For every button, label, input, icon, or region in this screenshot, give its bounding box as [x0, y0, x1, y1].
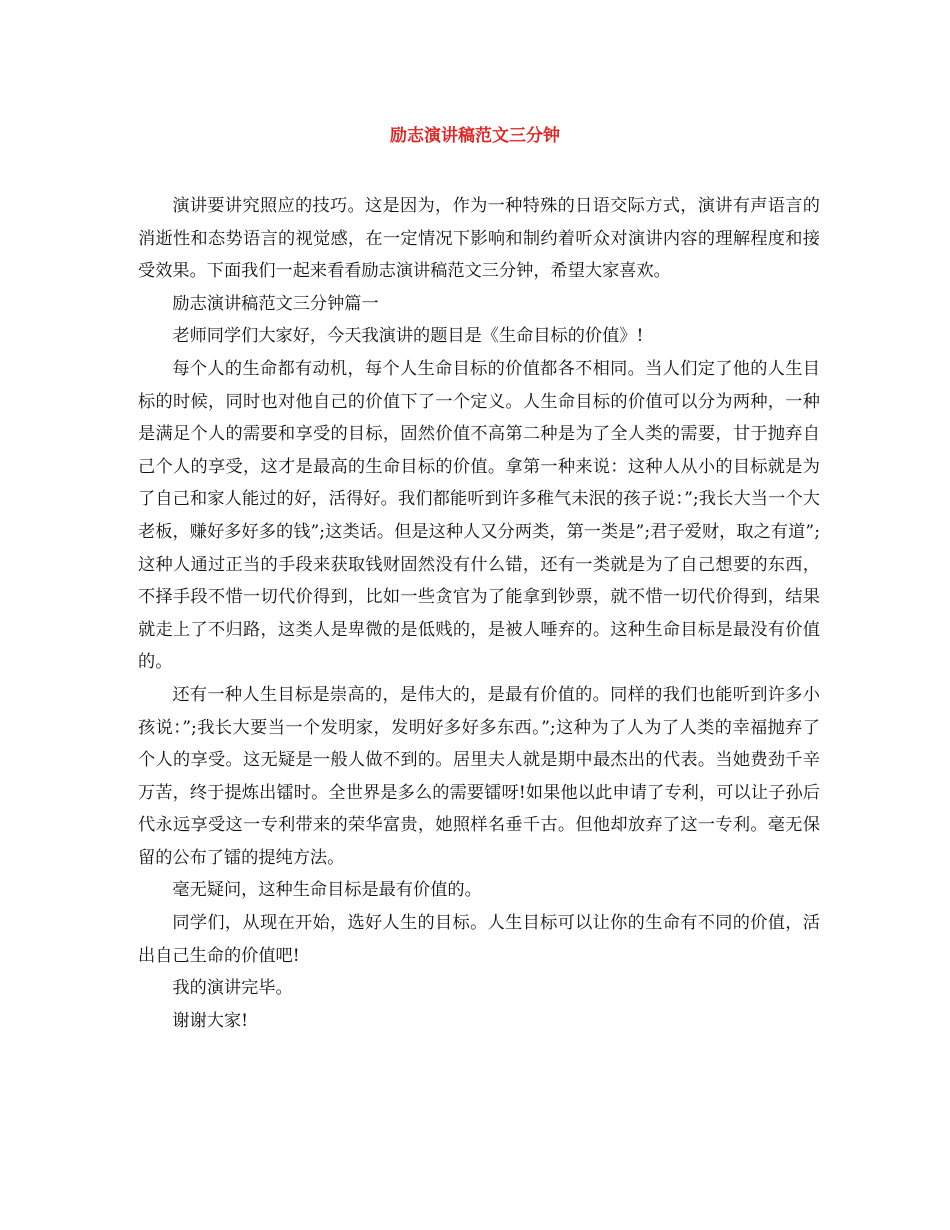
paragraph-section-heading: 励志演讲稿范文三分钟篇一	[172, 293, 379, 314]
paragraph-intro: 演讲要讲究照应的技巧。这是因为，作为一种特殊的日语交际方式，演讲有声语言的消逝性和态势语言的视觉感，在一定情况下影响和制约着听众对演讲内容的理解程度和接受效果。下面我们一起来看看励志演讲稿范文三分钟，希望大家喜欢。	[138, 196, 820, 282]
paragraph-body-1: 每个人的生命都有动机，每个人生命目标的价值都各不相同。当人们定了他的人生目标的时候，同时也对他自己的价值下了一个定义。人生命目标的价值可以分为两种，一种是满足个人的需要和享受的目标，固然价值不高第二种是为了全人类的需要，甘于抛弃自己个人的享受，这才是最高的生命目标的价值。拿第一种来说：这种人从小的目标就是为了自己和家人能过的好，活得好。我们都能听到许多稚气未泯的孩子说：”;我长大当一个大老板，赚好多好多的钱”;这类话。但是这种人又分两类，第一类是”;君子爱财，取之有道”;这种人通过正当的手段来获取钱财固然没有什么错，还有一类就是为了自己想要的东西，不择手段不惜一切代价得到，比如一些贪官为了能拿到钞票，就不惜一切代价得到，结果就走上了不归路，这类人是卑微的是低贱的，是被人唾弃的。这种生命目标是最没有价值的。	[138, 358, 820, 673]
paragraph-body-4: 同学们，从现在开始，选好人生的目标。人生目标可以让你的生命有不同的价值，活出自己生命的价值吧!	[138, 913, 820, 966]
document-title: 励志演讲稿范文三分钟	[390, 126, 560, 146]
paragraph-body-3: 毫无疑问，这种生命目标是最有价值的。	[172, 880, 482, 901]
paragraph-body-2: 还有一种人生目标是崇高的，是伟大的，是最有价值的。同样的我们也能听到许多小孩说：”;我长大要当一个发明家，发明好多好多东西。”;这种为了人为了人类的幸福抛弃了个人的享受。这无疑是一般人做不到的。居里夫人就是期中最杰出的代表。当她费劲千辛万苦，终于提炼出镭时。全世界是多么的需要镭呀!如果他以此申请了专利，可以让子孙后代永远享受这一专利带来的荣华富贵，她照样名垂千古。但他却放弃了这一专利。毫无保留的公布了镭的提纯方法。	[138, 684, 820, 868]
paragraph-closing-2: 谢谢大家!	[172, 1010, 249, 1031]
document-body	[138, 190, 820, 1037]
paragraph-closing-1: 我的演讲完毕。	[172, 978, 293, 999]
paragraph-greeting: 老师同学们大家好，今天我演讲的题目是《生命目标的价值》!	[172, 326, 644, 347]
